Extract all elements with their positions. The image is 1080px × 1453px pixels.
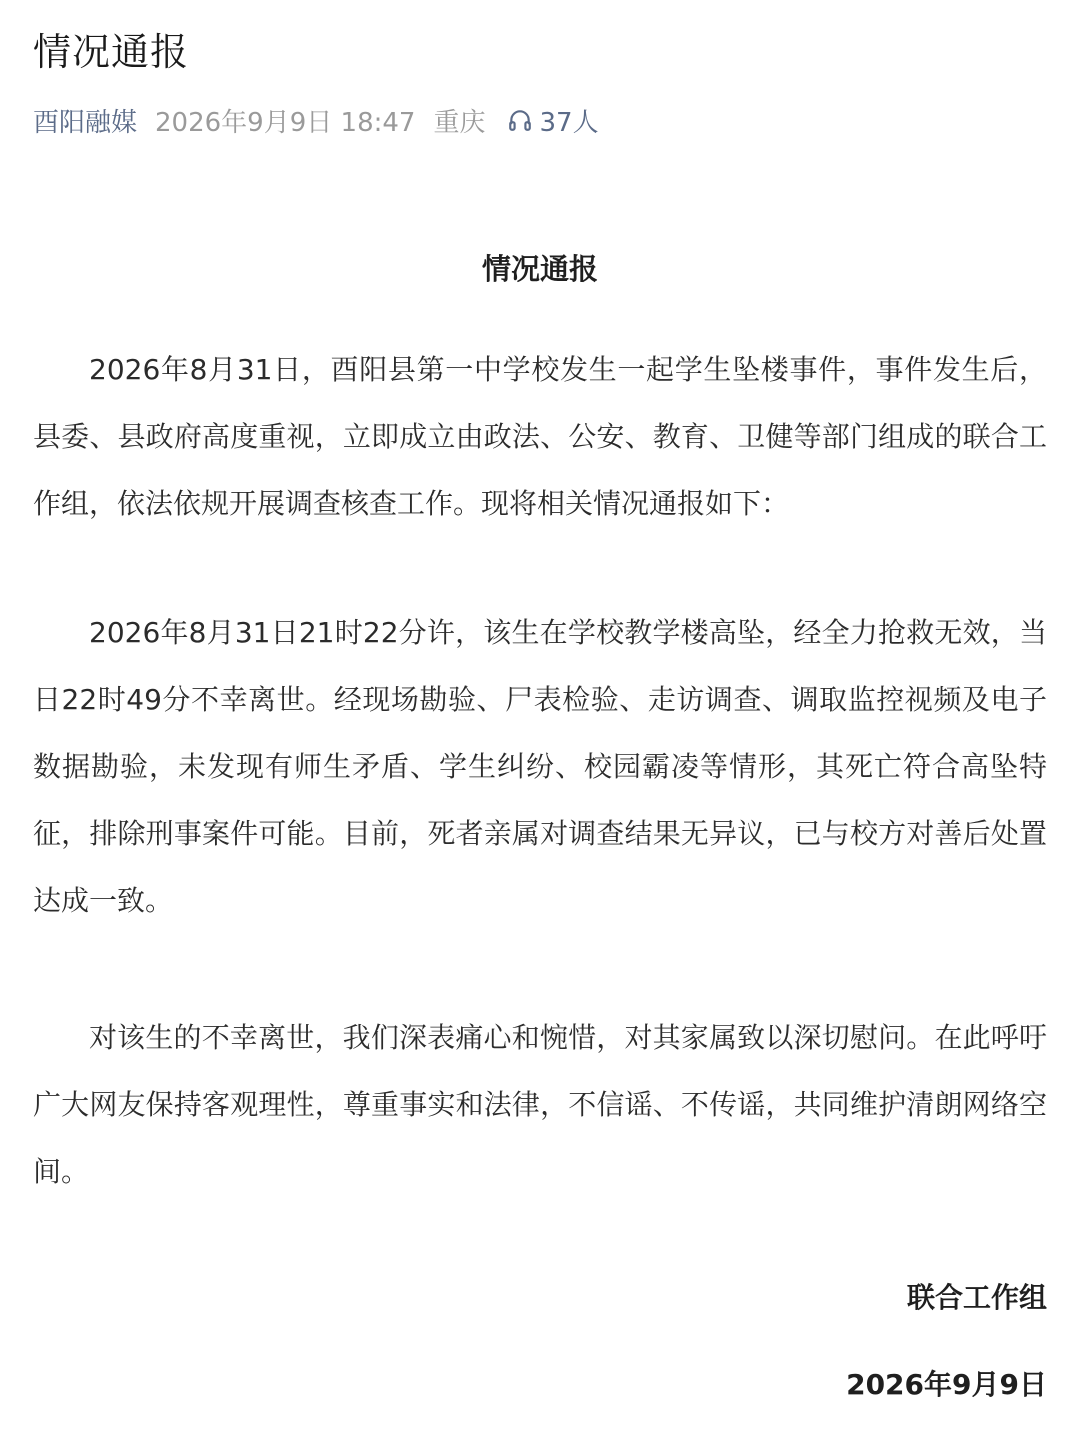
headphones-icon xyxy=(507,107,533,133)
location-label: 重庆 xyxy=(433,107,486,138)
listener-count: 37人 xyxy=(539,107,599,138)
publish-datetime: 2026年9月9日 18:47 xyxy=(155,107,416,138)
signature-date: 2026年9月9日 xyxy=(846,1368,1047,1401)
article-heading: 情况通报 xyxy=(481,252,598,286)
paragraph-3: 对该生的不幸离世，我们深表痛心和惋惜，对其家属致以深切慰问。在此呼吁广大网友保持客观理性，尊重事实和法律，不信谣、不传谣，共同维护清朗网络空间。 xyxy=(33,1021,1047,1188)
page-title: 情况通报 xyxy=(33,30,190,74)
paragraph-2: 2026年8月31日21时22分许，该生在学校教学楼高坠，经全力抢救无效，当日22时49分不幸离世。经现场勘验、尸表检验、走访调查、调取监控视频及电子数据勘验，未发现有师生矛盾、学生纠纷、校园霸凌等情形，其死亡符合高坠特征，排除刑事案件可能。目前，死者亲属对调查结果无异议，已与校方对善后处置达成一致。 xyxy=(33,616,1047,917)
source-link[interactable]: 酉阳融媒 xyxy=(33,107,138,138)
paragraph-1: 2026年8月31日，酉阳县第一中学校发生一起学生坠楼事件，事件发生后，县委、县政府高度重视，立即成立由政法、公安、教育、卫健等部门组成的联合工作组，依法依规开展调查核查工作。现将相关情况通报如下： xyxy=(33,353,1047,520)
article-meta xyxy=(33,100,599,140)
signature-organization: 联合工作组 xyxy=(906,1281,1047,1314)
listen-button[interactable] xyxy=(507,102,598,139)
